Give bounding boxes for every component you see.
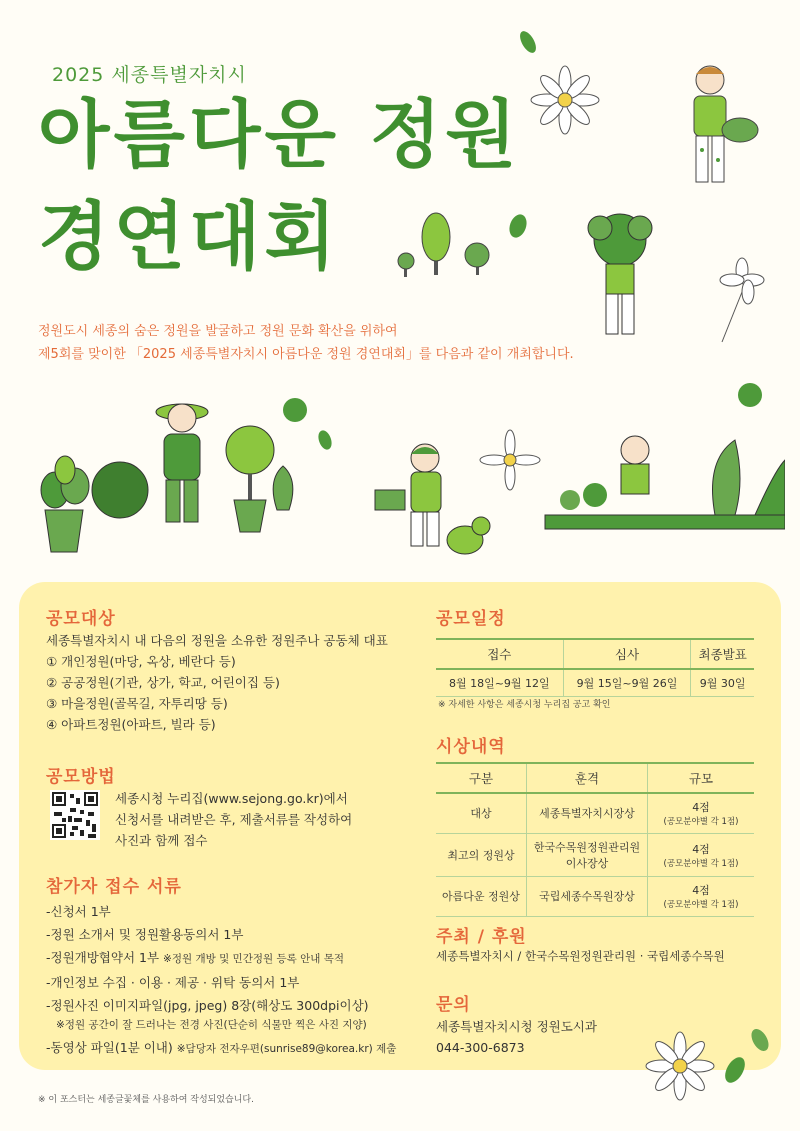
host-title: 주최 / 후원 xyxy=(436,927,527,947)
target-title: 공모대상 xyxy=(46,609,116,629)
table-header: 접수 xyxy=(436,639,563,669)
table-cell: 9월 30일 xyxy=(691,669,754,697)
garden-illustration-top xyxy=(390,20,790,350)
target-lead: 세종특별자치시 내 다음의 정원을 소유한 정원주나 공동체 대표 xyxy=(46,633,388,648)
award-count: 4점 xyxy=(692,884,710,897)
target-item: ④ 아파트정원(아파트, 빌라 등) xyxy=(46,717,216,732)
target-item: ② 공공정원(기관, 상가, 학교, 어린이집 등) xyxy=(46,675,280,690)
award-count-note: (공모분야별 각 1점) xyxy=(663,900,739,910)
schedule-title: 공모일정 xyxy=(436,609,506,629)
table-cell xyxy=(648,876,755,916)
table-row xyxy=(436,669,754,697)
garden-illustration-middle xyxy=(15,370,785,580)
method-title: 공모방법 xyxy=(46,767,116,787)
award-count-note: (공모분야별 각 1점) xyxy=(663,858,739,869)
method-text xyxy=(115,788,405,851)
table-cell: 최고의 정원상 xyxy=(436,833,527,876)
footer-note: ※ 이 포스터는 세종글꽃체를 사용하여 작성되었습니다. xyxy=(38,1095,254,1105)
documents-list xyxy=(46,900,426,1061)
documents-title: 참가자 접수 서류 xyxy=(46,877,182,897)
contact-phone[interactable]: 044-300-6873 xyxy=(436,1040,525,1055)
table-cell xyxy=(648,833,755,876)
schedule-note: ※ 자세한 사항은 세종시청 누리집 공고 확인 xyxy=(438,700,611,710)
table-header: 구분 xyxy=(436,763,527,793)
table-row xyxy=(436,876,754,916)
document-item-row xyxy=(46,946,426,971)
table-cell: 대상 xyxy=(436,793,527,833)
document-item: -정원사진 이미지파일(jpg, jpeg) 8장(해상도 300dpi이상) xyxy=(46,998,369,1013)
contact-dept: 세종특별자치시청 정원도시과 xyxy=(436,1019,597,1034)
host-text: 세종특별자치시 / 한국수목원정원관리원 · 국립세종수목원 xyxy=(436,949,725,963)
method-line: 세종시청 누리집(www.sejong.go.kr)에서 xyxy=(115,791,348,806)
target-item: ③ 마을정원(골목길, 자투리땅 등) xyxy=(46,696,228,711)
method-line: 신청서를 내려받은 후, 제출서류를 작성하여 xyxy=(115,812,353,827)
table-row xyxy=(436,793,754,833)
document-item: -신청서 1부 xyxy=(46,904,111,919)
document-item: -개인정보 수집 · 이용 · 제공 · 위탁 동의서 1부 xyxy=(46,975,300,990)
table-cell: 아름다운 정원상 xyxy=(436,876,527,916)
page-title-line2: 경연대회 xyxy=(38,194,340,280)
intro-line-2: 제5회를 맞이한 「2025 세종특별자치시 아름다운 정원 경연대회」를 다음과 같이 개최합니다. xyxy=(38,347,574,362)
table-header: 심사 xyxy=(563,639,691,669)
table-header-row xyxy=(436,763,754,793)
table-cell: 세종특별자치시장상 xyxy=(527,793,648,833)
table-cell: 국립세종수목원장상 xyxy=(527,876,648,916)
awards-table xyxy=(436,762,754,917)
table-cell: 한국수목원정원관리원 이사장상 xyxy=(527,833,648,876)
intro-line-1: 정원도시 세종의 숨은 정원을 발굴하고 정원 문화 확산을 위하여 xyxy=(38,324,398,339)
document-note: ※정원 공간이 잘 드러나는 전경 사진(단순히 식물만 찍은 사진 지양) xyxy=(56,1019,367,1031)
award-count-note: (공모분야별 각 1점) xyxy=(663,817,739,828)
document-item: -정원개방협약서 1부 xyxy=(46,950,160,965)
table-header: 훈격 xyxy=(527,763,648,793)
document-note: ※담당자 전자우편(sunrise89@korea.kr) 제출 xyxy=(176,1043,397,1055)
page-title-line1: 아름다운 정원 xyxy=(38,92,521,178)
award-count: 4점 xyxy=(692,842,710,856)
table-cell: 8월 18일~9월 12일 xyxy=(436,669,563,697)
document-item: -정원 소개서 및 정원활용동의서 1부 xyxy=(46,927,244,942)
daisy-illustration-bottom xyxy=(640,1020,780,1120)
contact-title: 문의 xyxy=(436,995,471,1015)
table-row xyxy=(436,833,754,876)
table-header: 규모 xyxy=(648,763,755,793)
table-header: 최종발표 xyxy=(691,639,754,669)
target-section xyxy=(46,630,406,735)
method-line: 사진과 함께 접수 xyxy=(115,833,208,848)
target-item: ① 개인정원(마당, 옥상, 베란다 등) xyxy=(46,654,236,669)
contact-info xyxy=(436,1016,597,1058)
table-header-row xyxy=(436,639,754,669)
document-item: -동영상 파일(1분 이내) xyxy=(46,1040,173,1055)
table-cell xyxy=(648,793,755,833)
document-item-row xyxy=(46,1036,426,1061)
table-cell: 9월 15일~9월 26일 xyxy=(563,669,691,697)
document-note: ※정원 개방 및 민간정원 등록 안내 목적 xyxy=(163,953,344,965)
awards-title: 시상내역 xyxy=(436,737,506,757)
award-count: 4점 xyxy=(692,801,710,815)
schedule-table xyxy=(436,638,754,697)
qr-code[interactable] xyxy=(50,790,100,840)
event-subtitle: 2025 세종특별자치시 xyxy=(52,64,247,86)
